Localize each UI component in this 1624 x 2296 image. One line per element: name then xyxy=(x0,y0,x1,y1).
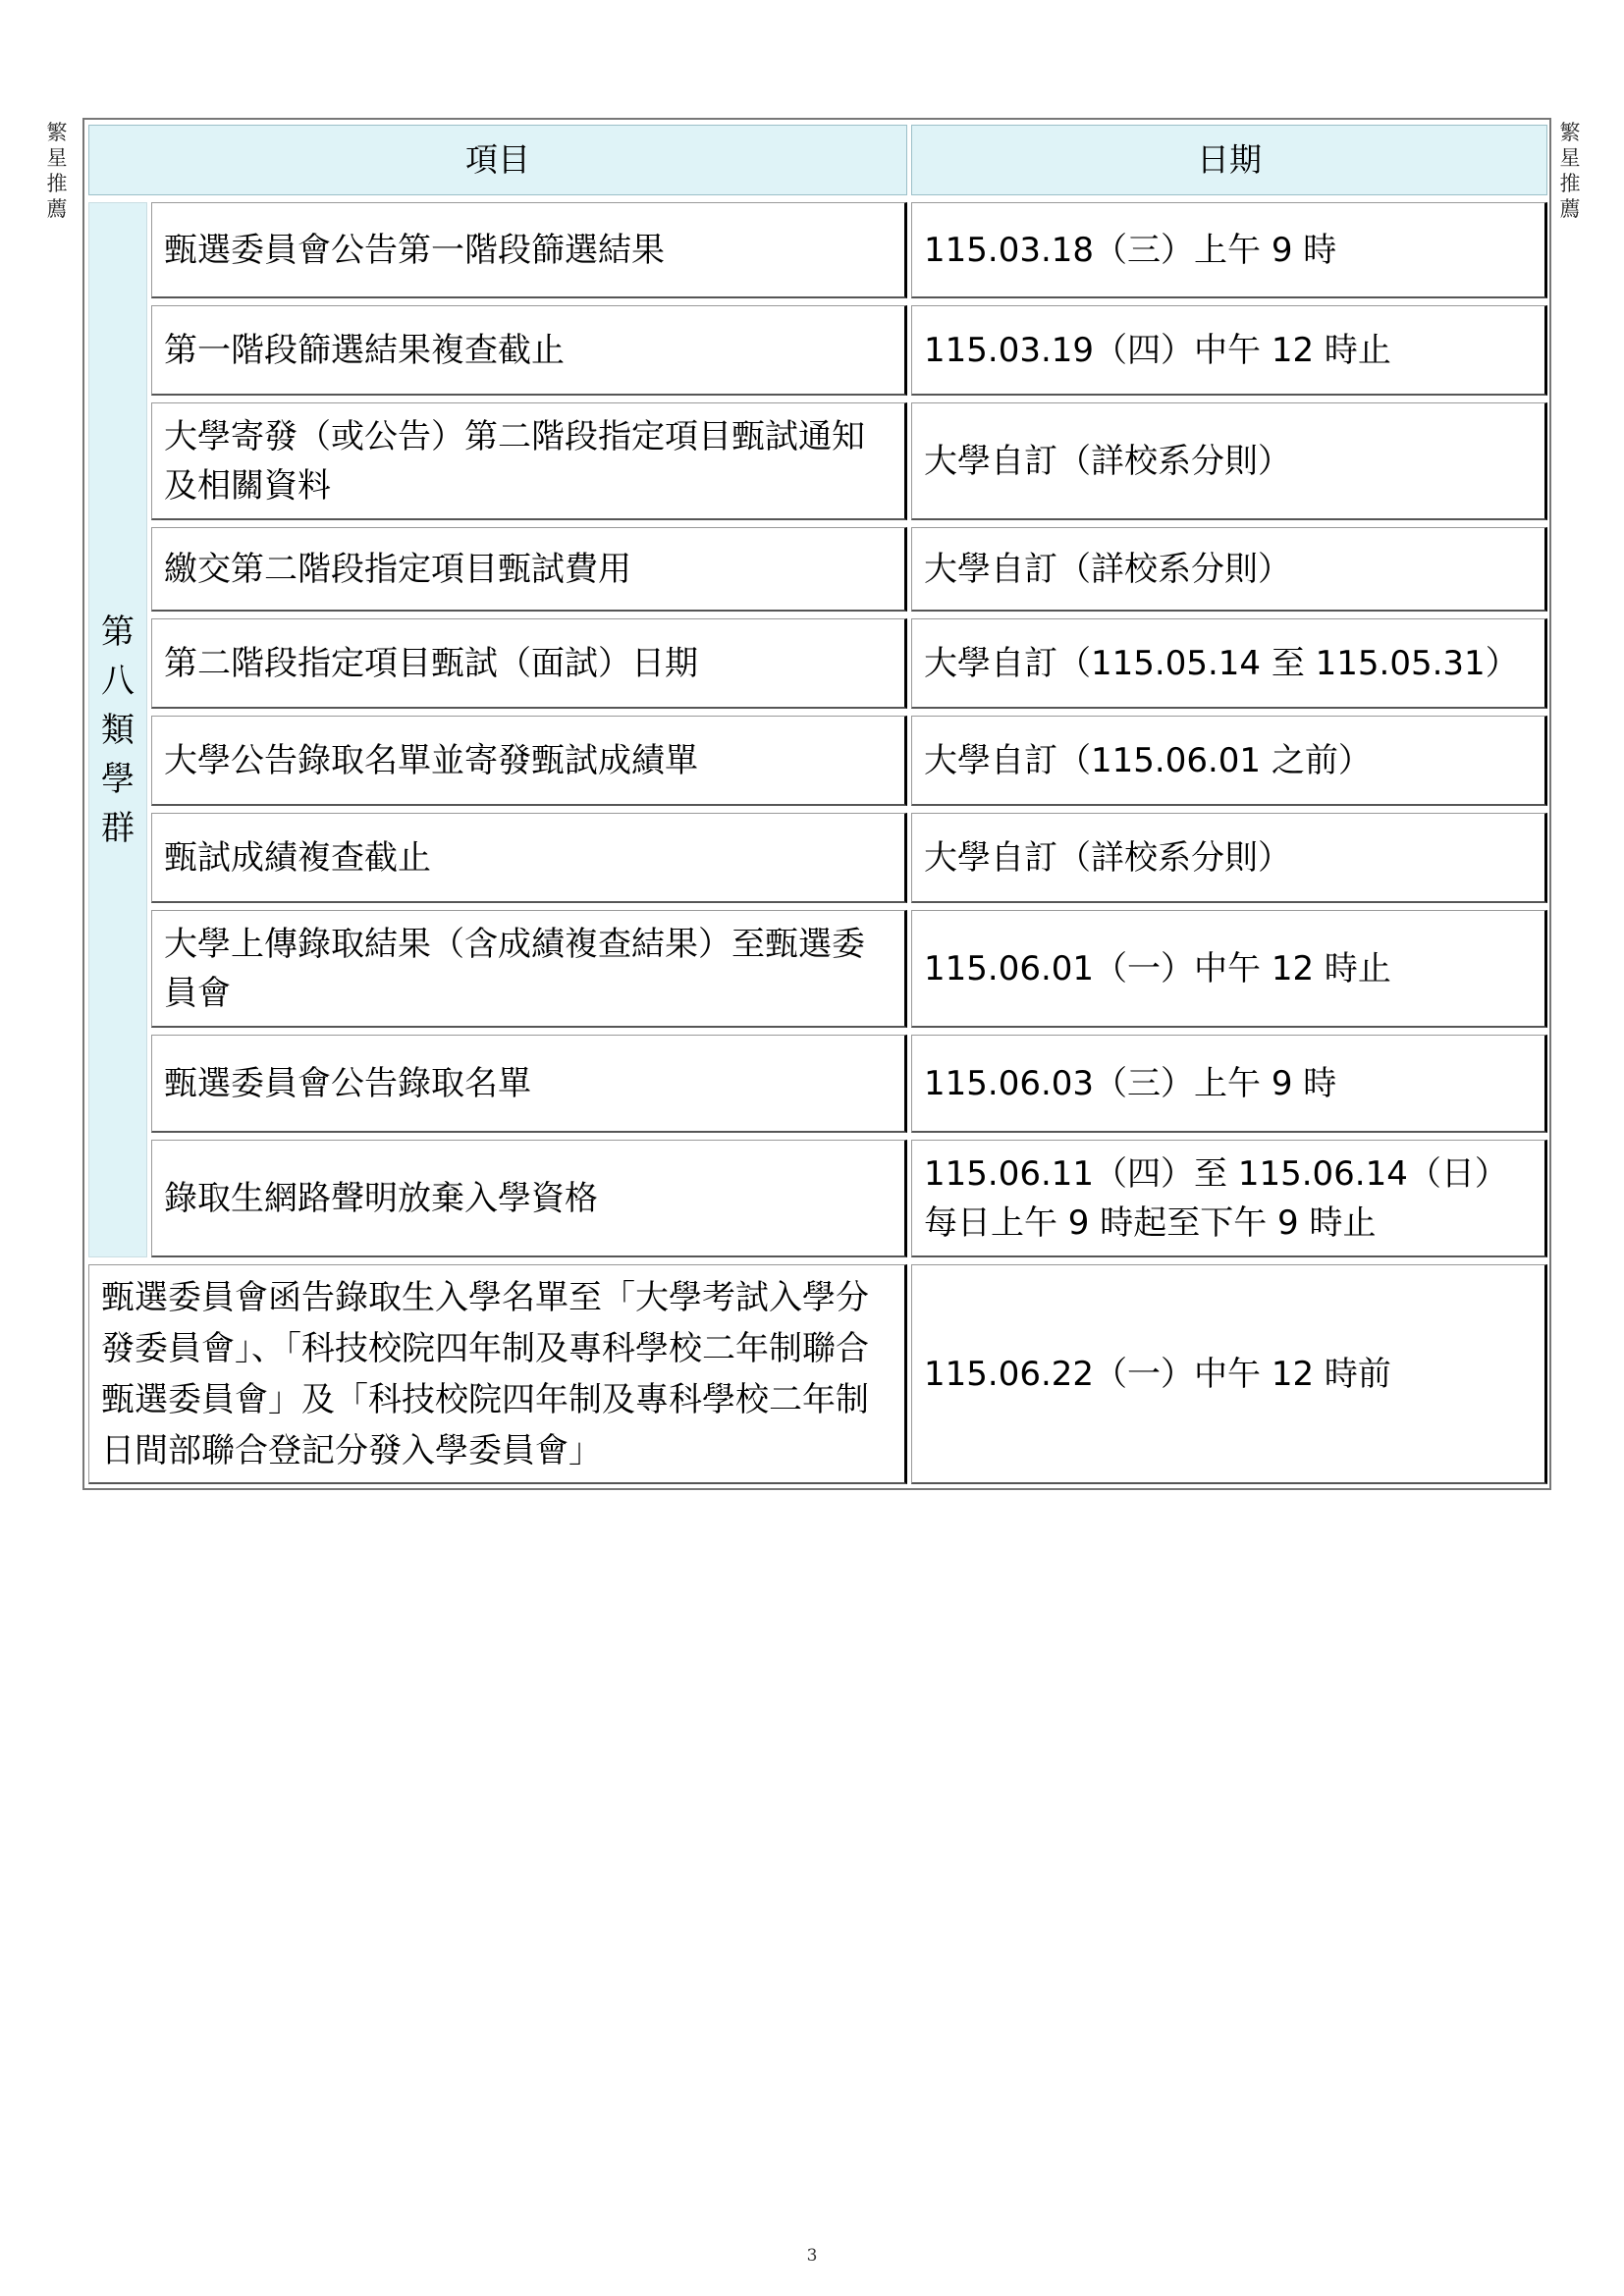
table-row xyxy=(88,305,1547,396)
table-row xyxy=(88,202,1547,298)
row-date: 大學自訂（詳校系分則） xyxy=(911,813,1547,903)
table-row xyxy=(88,1140,1547,1257)
table-row xyxy=(88,813,1547,903)
side-label-char: 薦 xyxy=(46,197,68,221)
row-item: 甄試成績複查截止 xyxy=(151,813,907,903)
side-label-char: 星 xyxy=(46,146,68,170)
row-item: 繳交第二階段指定項目甄試費用 xyxy=(151,527,907,612)
side-label-char: 星 xyxy=(1559,146,1581,170)
row-date: 大學自訂（115.06.01 之前） xyxy=(911,716,1547,806)
table-row xyxy=(88,618,1547,709)
side-label-char: 推 xyxy=(1559,172,1581,195)
schedule-table-frame xyxy=(82,118,1551,1490)
group-label-cell xyxy=(88,202,147,1257)
side-label-char: 繁 xyxy=(1559,121,1581,144)
final-row-item: 甄選委員會函告錄取生入學名單至「大學考試入學分發委員會」、「科技校院四年制及專科學校二年制聯合甄選委員會」及「科技校院四年制及專科學校二年制日間部聯合登記分發入學委員會」 xyxy=(88,1264,907,1484)
row-item: 第二階段指定項目甄試（面試）日期 xyxy=(151,618,907,709)
row-date xyxy=(911,1140,1547,1257)
group-label xyxy=(98,608,137,853)
row-date: 大學自訂（115.05.14 至 115.05.31） xyxy=(911,618,1547,709)
header-item: 項目 xyxy=(88,125,907,195)
schedule-table xyxy=(84,118,1551,1491)
row-item: 大學上傳錄取結果（含成績複查結果）至甄選委員會 xyxy=(151,910,907,1028)
table-row-final xyxy=(88,1264,1547,1484)
group-label-char: 群 xyxy=(101,808,135,848)
table-row xyxy=(88,910,1547,1028)
side-label-char: 繁 xyxy=(46,121,68,144)
side-label-char: 薦 xyxy=(1559,197,1581,221)
page-number: 3 xyxy=(806,2246,818,2266)
row-date: 115.03.19（四）中午 12 時止 xyxy=(911,305,1547,396)
side-label-right xyxy=(1557,120,1583,222)
header-date: 日期 xyxy=(911,125,1547,195)
row-item: 甄選委員會公告第一階段篩選結果 xyxy=(151,202,907,298)
row-date: 大學自訂（詳校系分則） xyxy=(911,402,1547,520)
row-date: 115.06.03（三）上午 9 時 xyxy=(911,1035,1547,1133)
row-item: 第一階段篩選結果複查截止 xyxy=(151,305,907,396)
table-row xyxy=(88,527,1547,612)
table-row xyxy=(88,1035,1547,1133)
group-label-char: 類 xyxy=(101,710,135,750)
row-item: 大學公告錄取名單並寄發甄試成績單 xyxy=(151,716,907,806)
row-date: 115.06.01（一）中午 12 時止 xyxy=(911,910,1547,1028)
side-label-char: 推 xyxy=(46,172,68,195)
table-row xyxy=(88,402,1547,520)
table-header-row xyxy=(88,125,1547,195)
row-item: 錄取生網路聲明放棄入學資格 xyxy=(151,1140,907,1257)
table-row xyxy=(88,716,1547,806)
group-label-char: 學 xyxy=(101,759,135,799)
row-date-line1: 115.06.11（四）至 115.06.14（日） xyxy=(924,1153,1508,1194)
row-item: 大學寄發（或公告）第二階段指定項目甄試通知及相關資料 xyxy=(151,402,907,520)
row-date-line2: 每日上午 9 時起至下午 9 時止 xyxy=(924,1202,1377,1243)
row-date: 115.03.18（三）上午 9 時 xyxy=(911,202,1547,298)
group-label-char: 第 xyxy=(101,612,135,652)
row-date: 大學自訂（詳校系分則） xyxy=(911,527,1547,612)
side-label-left xyxy=(44,120,70,222)
final-row-date: 115.06.22（一）中午 12 時前 xyxy=(911,1264,1547,1484)
group-label-char: 八 xyxy=(101,661,135,701)
row-item: 甄選委員會公告錄取名單 xyxy=(151,1035,907,1133)
